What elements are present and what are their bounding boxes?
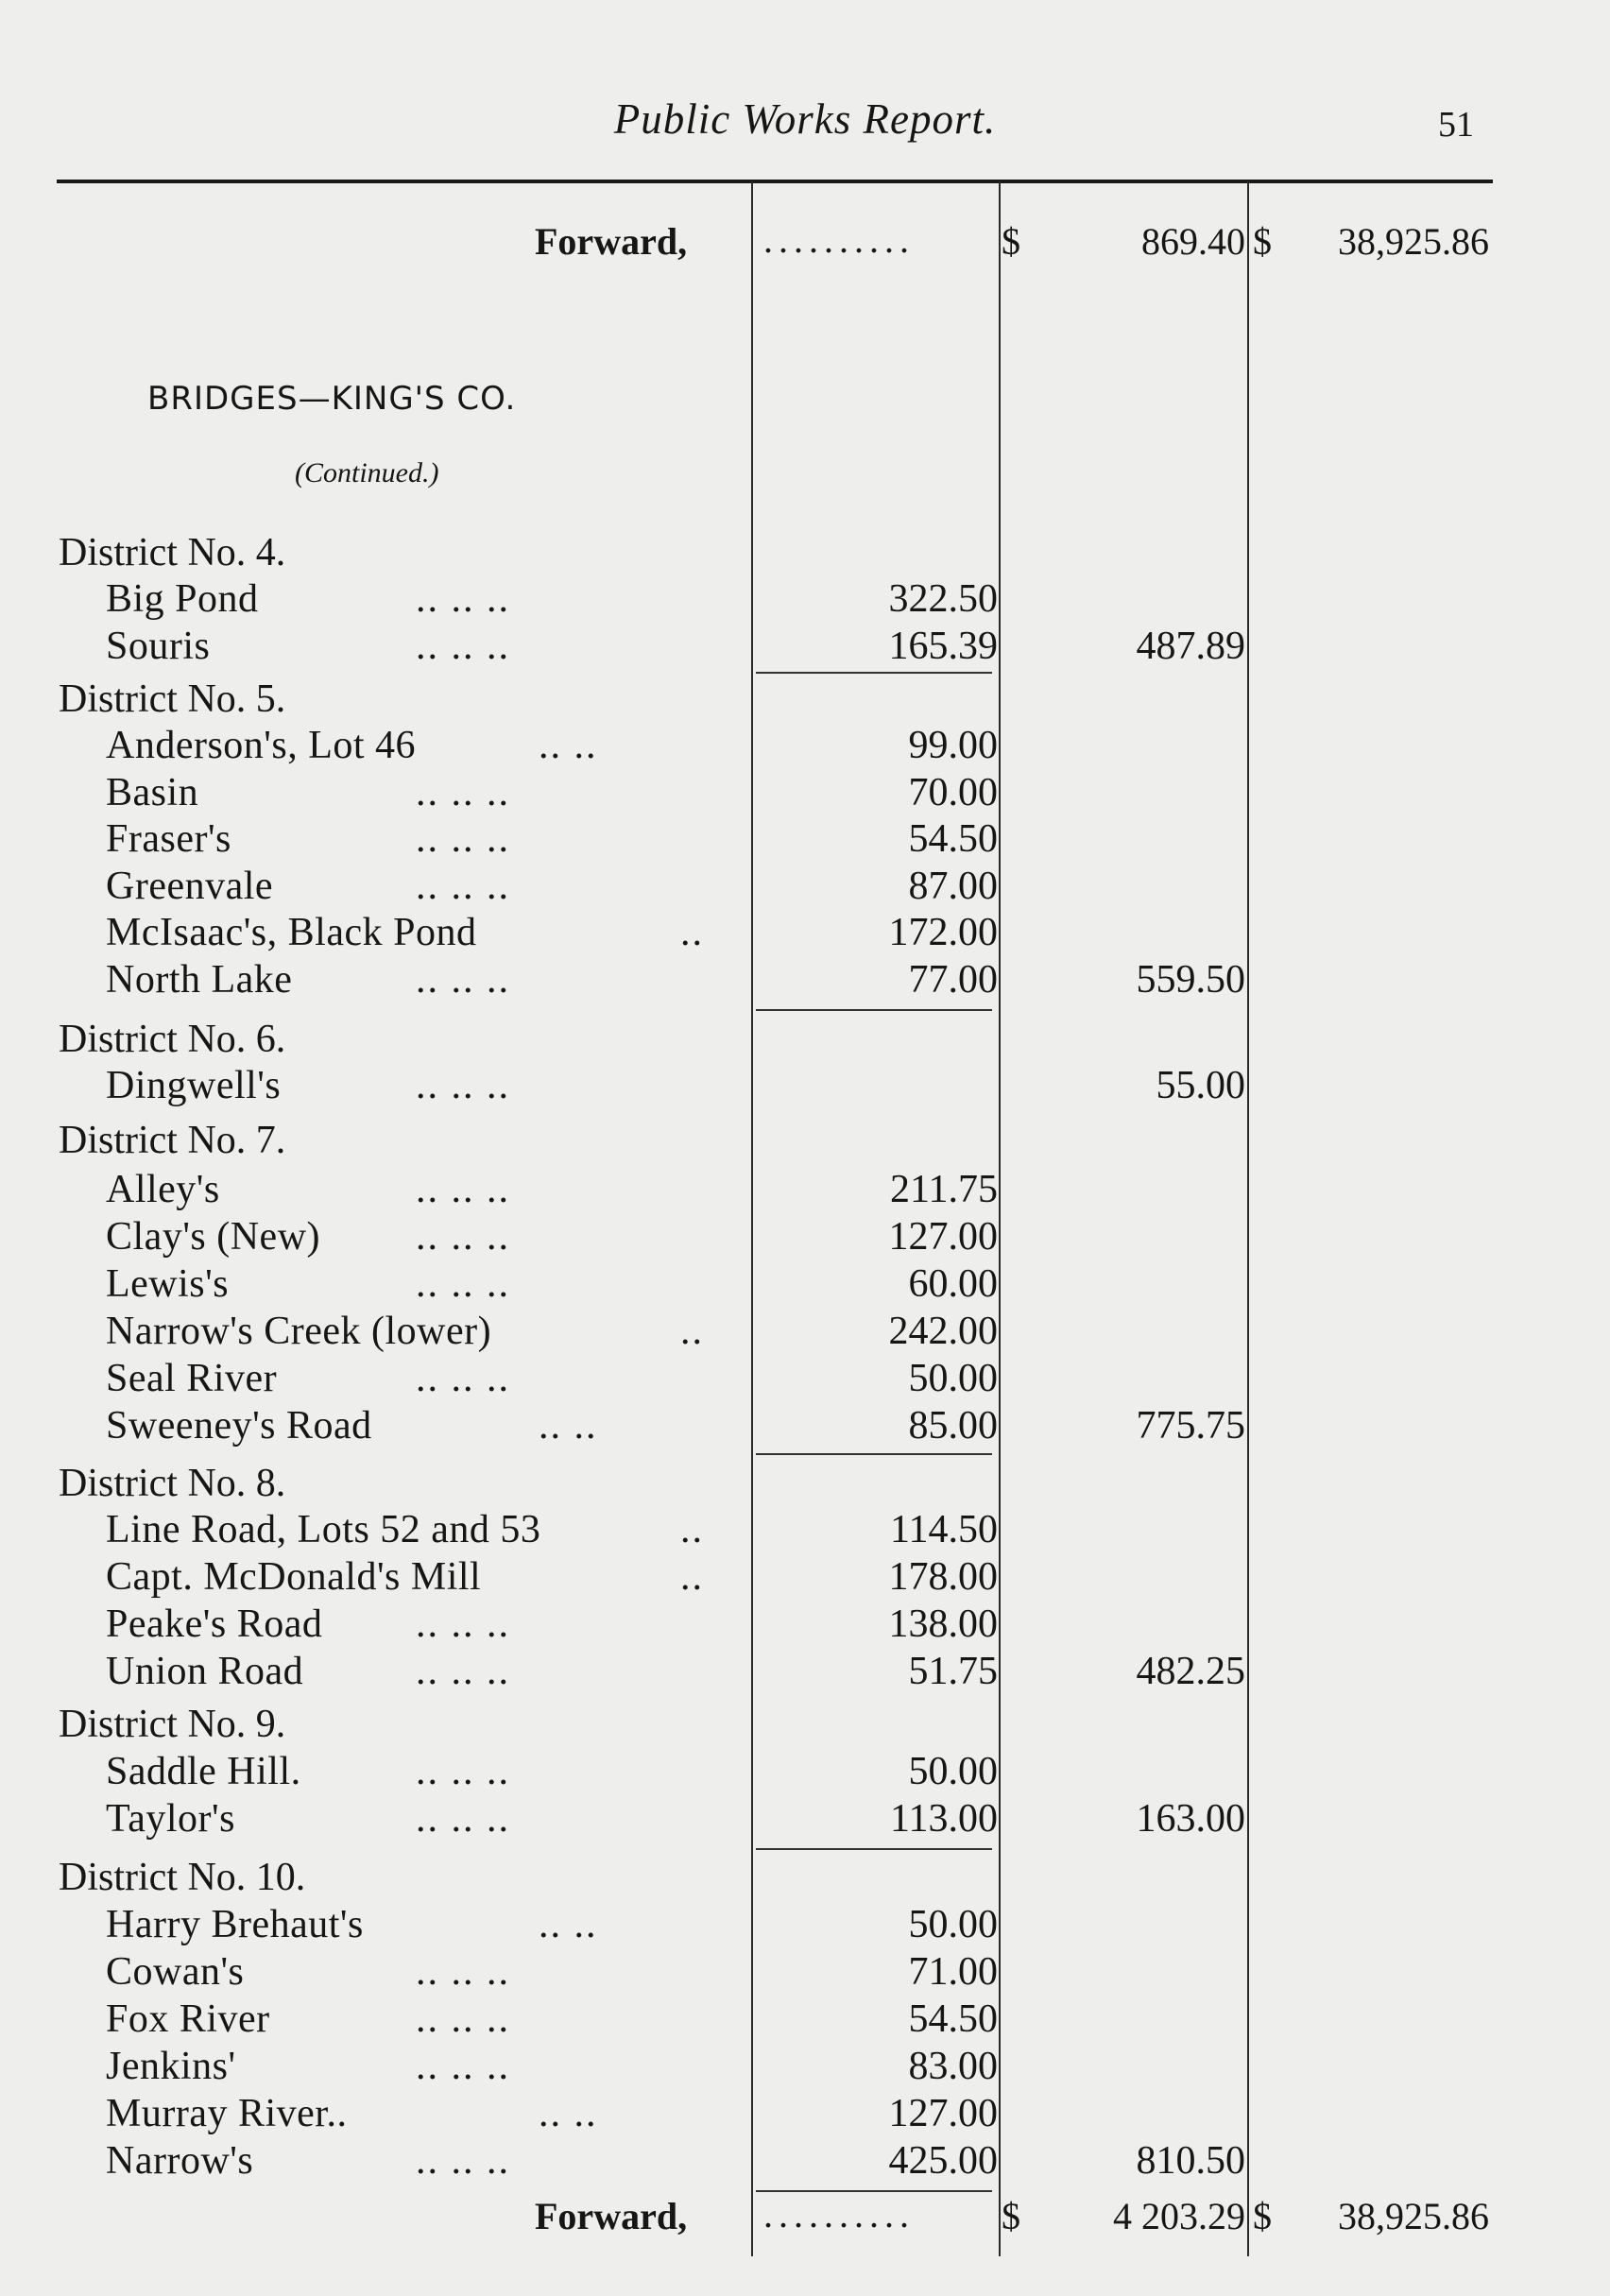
- dot-leader: .. .. ..: [416, 1064, 510, 1107]
- forward-amount-1-top: 869.40: [1141, 220, 1245, 263]
- district-total: 482.25: [1136, 1650, 1245, 1693]
- bridge-name: Line Road, Lots 52 and 53: [106, 1508, 541, 1551]
- dot-leader: .. .. ..: [416, 865, 510, 908]
- bridge-amount: 138.00: [888, 1602, 998, 1646]
- dot-leader: .. .. ..: [416, 1168, 510, 1211]
- dot-leader: .. ..: [539, 724, 598, 767]
- bridge-amount: 50.00: [908, 1750, 998, 1793]
- dot-leader: .. ..: [539, 1903, 598, 1946]
- section-subtitle: (Continued.): [295, 457, 439, 488]
- bridge-name: Big Pond: [106, 577, 259, 621]
- bridge-name: Dingwell's: [106, 1064, 282, 1107]
- bridge-amount: 114.50: [890, 1508, 998, 1551]
- column-rule-1: [751, 181, 753, 2256]
- forward-dollar-1-top: $: [1002, 220, 1020, 263]
- dot-leader: .. .. ..: [416, 1215, 510, 1259]
- dot-leader: .. .. ..: [416, 1650, 510, 1693]
- bridge-name: Saddle Hill.: [106, 1750, 301, 1793]
- dot-leader: .. .. ..: [416, 625, 510, 668]
- bridge-amount: 322.50: [888, 577, 998, 621]
- subtotal-rule: [756, 1009, 992, 1011]
- subtotal-rule: [756, 672, 992, 674]
- bridge-amount: 127.00: [888, 1215, 998, 1259]
- page-number: 51: [1438, 105, 1474, 145]
- bridge-name: Narrow's: [106, 2139, 254, 2183]
- bridge-name: Alley's: [106, 1168, 220, 1211]
- column-rule-2: [999, 181, 1001, 2256]
- bridge-name: Taylor's: [106, 1797, 235, 1841]
- bridge-amount: 54.50: [908, 817, 998, 861]
- subtotal-rule: [756, 1848, 992, 1850]
- bridge-name: Seal River: [106, 1357, 278, 1400]
- bridge-amount: 127.00: [888, 2092, 998, 2135]
- dot-leader: .. ..: [539, 1404, 598, 1448]
- forward-dots-top: ..........: [763, 218, 915, 261]
- forward-dots-bottom: ..........: [763, 2193, 915, 2236]
- district-total: 810.50: [1136, 2139, 1245, 2183]
- bridge-name: Greenvale: [106, 865, 274, 908]
- bridge-amount: 50.00: [908, 1357, 998, 1400]
- running-head: Public Works Report.: [613, 95, 997, 143]
- forward-label-bottom: Forward,: [535, 2195, 688, 2237]
- bridge-amount: 211.75: [890, 1168, 998, 1211]
- bridge-name: Lewis's: [106, 1262, 230, 1306]
- dot-leader: .. .. ..: [416, 1997, 510, 2041]
- bridge-name: Sweeney's Road: [106, 1404, 372, 1448]
- bridge-name: Peake's Road: [106, 1602, 323, 1646]
- subtotal-rule: [756, 1453, 992, 1455]
- dot-leader: .. .. ..: [416, 958, 510, 1002]
- dot-leader: .. .. ..: [416, 1797, 510, 1841]
- bridge-amount: 85.00: [908, 1404, 998, 1448]
- bridge-name: Jenkins': [106, 2045, 236, 2088]
- bridge-name: Souris: [106, 625, 211, 668]
- district-total: 775.75: [1136, 1404, 1245, 1448]
- dot-leader: .. .. ..: [416, 1602, 510, 1646]
- bridge-amount: 172.00: [888, 911, 998, 954]
- bridge-name: Fox River: [106, 1997, 270, 2041]
- district-heading: District No. 4.: [59, 531, 286, 574]
- bridge-name: North Lake: [106, 958, 293, 1002]
- dot-leader: .. .. ..: [416, 771, 510, 814]
- dot-leader: .. ..: [539, 2092, 598, 2135]
- bridge-name: Harry Brehaut's: [106, 1903, 364, 1946]
- section-title: BRIDGES—KING'S CO.: [147, 380, 517, 418]
- bridge-name: Capt. McDonald's Mill: [106, 1555, 482, 1599]
- bridge-amount: 242.00: [888, 1310, 998, 1353]
- dot-leader: ..: [680, 1310, 704, 1353]
- district-total: 163.00: [1136, 1797, 1245, 1841]
- district-heading: District No. 10.: [59, 1856, 306, 1899]
- bridge-name: Clay's (New): [106, 1215, 321, 1259]
- forward-label-top: Forward,: [535, 220, 688, 263]
- bridge-amount: 99.00: [908, 724, 998, 767]
- forward-amount-2-bottom: 38,925.86: [1338, 2195, 1489, 2237]
- dot-leader: ..: [680, 1508, 704, 1551]
- bridge-name: Union Road: [106, 1650, 304, 1693]
- forward-amount-1-bottom: 4 203.29: [1113, 2195, 1245, 2237]
- bridge-amount: 51.75: [908, 1650, 998, 1693]
- district-heading: District No. 9.: [59, 1703, 286, 1746]
- bridge-amount: 77.00: [908, 958, 998, 1002]
- bridge-name: Narrow's Creek (lower): [106, 1310, 492, 1353]
- bridge-name: Cowan's: [106, 1950, 245, 1994]
- bridge-name: Murray River..: [106, 2092, 348, 2135]
- bridge-amount: 50.00: [908, 1903, 998, 1946]
- district-heading: District No. 8.: [59, 1462, 286, 1505]
- dot-leader: .. .. ..: [416, 1357, 510, 1400]
- forward-amount-2-top: 38,925.86: [1338, 220, 1489, 263]
- forward-dollar-2-bottom: $: [1253, 2195, 1272, 2237]
- bridge-amount: 165.39: [888, 625, 998, 668]
- dot-leader: ..: [680, 911, 704, 954]
- dot-leader: .. .. ..: [416, 1262, 510, 1306]
- bridge-amount: 87.00: [908, 865, 998, 908]
- bridge-name: Basin: [106, 771, 199, 814]
- dot-leader: .. .. ..: [416, 1950, 510, 1994]
- bridge-amount: 54.50: [908, 1997, 998, 2041]
- dot-leader: .. .. ..: [416, 2045, 510, 2088]
- bridge-amount: 178.00: [888, 1555, 998, 1599]
- bridge-amount: 70.00: [908, 771, 998, 814]
- bridge-amount: 60.00: [908, 1262, 998, 1306]
- bridge-amount: 83.00: [908, 2045, 998, 2088]
- district-heading: District No. 5.: [59, 677, 286, 721]
- header-rule: [57, 180, 1493, 183]
- dot-leader: .. .. ..: [416, 1750, 510, 1793]
- bridge-name: Anderson's, Lot 46: [106, 724, 417, 767]
- dot-leader: .. .. ..: [416, 577, 510, 621]
- dot-leader: .. .. ..: [416, 2139, 510, 2183]
- district-total: 55.00: [1156, 1064, 1245, 1107]
- forward-dollar-1-bottom: $: [1002, 2195, 1020, 2237]
- district-total: 559.50: [1136, 958, 1245, 1002]
- bridge-amount: 113.00: [890, 1797, 998, 1841]
- forward-dollar-2-top: $: [1253, 220, 1272, 263]
- column-rule-3: [1247, 181, 1249, 2256]
- district-heading: District No. 7.: [59, 1119, 286, 1162]
- district-heading: District No. 6.: [59, 1018, 286, 1061]
- bridge-amount: 425.00: [888, 2139, 998, 2183]
- bridge-amount: [775, 1062, 998, 1109]
- dot-leader: ..: [680, 1555, 704, 1599]
- bridge-amount: 71.00: [908, 1950, 998, 1994]
- district-total: 487.89: [1136, 625, 1245, 668]
- bridge-name: McIsaac's, Black Pond: [106, 911, 477, 954]
- bridge-name: Fraser's: [106, 817, 231, 861]
- dot-leader: .. .. ..: [416, 817, 510, 861]
